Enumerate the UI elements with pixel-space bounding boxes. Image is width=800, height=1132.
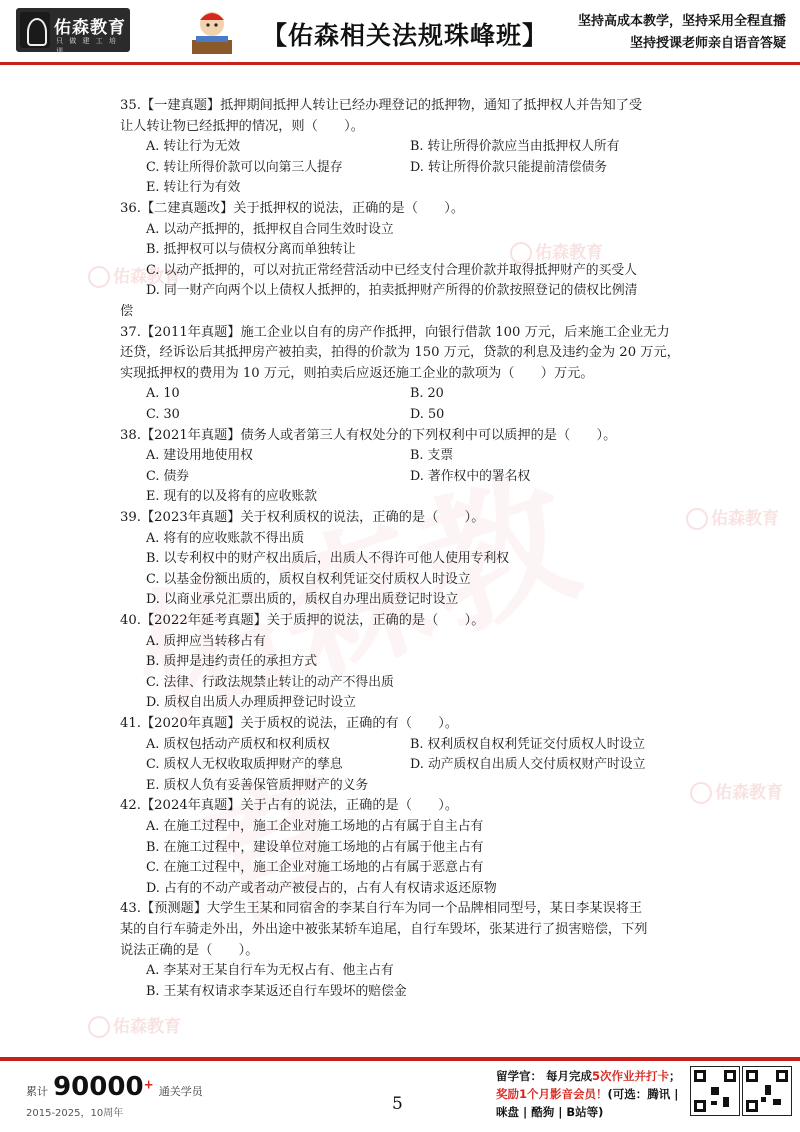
students-counter (26, 1072, 203, 1102)
answer-option: B. 王某有权请求李某返还自行车毁坏的赔偿金 (146, 984, 407, 999)
watermark-stamp: 佑森教育 (88, 262, 181, 288)
answer-option: E. 现有的以及将有的应收账款 (146, 489, 318, 504)
answer-option: B. 质押是违约责任的承担方式 (146, 654, 318, 669)
question-stem: 41.【2020年真题】关于质权的说法，正确的有（ ）。 (120, 716, 459, 731)
question-continuation: 某的自行车骑走外出，外出途中被张某轿车追尾，自行车毁坏，张某进行了损害赔偿，下列 (120, 922, 648, 937)
answer-option: A. 建设用地使用权 (146, 448, 253, 463)
counter-plus: + (143, 1077, 154, 1092)
answer-option: B. 支票 (410, 448, 454, 463)
answer-option: B. 20 (410, 386, 444, 401)
question-stem: 42.【2024年真题】关于占有的说法，正确的是（ ）。 (120, 798, 459, 813)
counter-tail: 通关学员 (158, 1085, 203, 1098)
answer-option: D. 同一财产向两个以上债权人抵押的，拍卖抵押财产所得的价款按照登记的债权比例清 (146, 283, 638, 298)
answer-option: C. 法律、行政法规禁止转让的动产不得出质 (146, 675, 394, 690)
promo-line-2: 奖励1个月影音会员！(可选：腾讯 | (496, 1087, 679, 1101)
mascot-icon (188, 6, 236, 56)
slogan-line-1: 坚持高成本教学，坚持采用全程直播 (577, 14, 786, 29)
answer-option: D. 占有的不动产或者动产被侵占的，占有人有权请求返还原物 (146, 881, 497, 896)
answer-option: E. 质权人负有妥善保管质押财产的义务 (146, 778, 369, 793)
counter-number: 90000 (53, 1072, 144, 1102)
answer-option: B. 在施工过程中，建设单位对施工场地的占有属于他主占有 (146, 840, 484, 855)
answer-option: A. 李某对王某自行车为无权占有、他主占有 (146, 963, 394, 978)
page-number: 5 (392, 1094, 403, 1114)
answer-option: C. 以动产抵押的，可以对抗正常经营活动中已经支付合理价款并取得抵押财产的买受人 (146, 263, 637, 278)
question-stem: 40.【2022年延考真题】关于质押的说法，正确的是（ ）。 (120, 613, 485, 628)
answer-option: D. 以商业承兑汇票出质的，质权自办理出质登记时设立 (146, 592, 459, 607)
anniversary-text: 2015-2025，10周年 (26, 1108, 124, 1119)
answer-option: A. 质押应当转移占有 (146, 634, 266, 649)
answer-option: C. 在施工过程中，施工企业对施工场地的占有属于恶意占有 (146, 860, 484, 875)
answer-option: A. 将有的应收账款不得出质 (146, 531, 305, 546)
logo-mark-icon (20, 12, 50, 48)
question-continuation: 还贷，经诉讼后其抵押房产被拍卖，拍得的价款为 150 万元，贷款的利息及违约金为 20 万元， (120, 345, 680, 360)
answer-option: B. 抵押权可以与债权分离而单独转让 (146, 242, 356, 257)
logo-name: 佑森教育 (54, 18, 126, 38)
question-stem: 35.【一建真题】抵押期间抵押人转让已经办理登记的抵押物，通知了抵押权人并告知了受 (120, 98, 643, 113)
answer-option: C. 转让所得价款可以向第三人提存 (146, 160, 343, 175)
question-stem: 36.【二建真题改】关于抵押权的说法，正确的是（ ）。 (120, 201, 465, 216)
footer-divider (0, 1057, 800, 1061)
answer-option: B. 权利质权自权利凭证交付质权人时设立 (410, 737, 646, 752)
promo-line-3: 咪盘 | 酷狗 | B站等) (496, 1105, 604, 1119)
answer-option: A. 在施工过程中，施工企业对施工场地的占有属于自主占有 (146, 819, 484, 834)
question-stem: 43.【预测题】大学生王某和同宿舍的李某自行车为同一个品牌相同型号，某日李某误将王 (120, 901, 643, 916)
answer-option: B. 以专利权中的财产权出质后，出质人不得许可他人使用专利权 (146, 551, 510, 566)
question-stem: 39.【2023年真题】关于权利质权的说法，正确的是（ ）。 (120, 510, 485, 525)
slogan-line-2: 坚持授课老师亲自语音答疑 (629, 36, 786, 51)
question-continuation: 说法正确的是（ ）。 (120, 943, 259, 958)
qr-code-icon[interactable] (690, 1066, 740, 1116)
watermark-stamp: 佑森教育 (686, 504, 779, 530)
question-continuation: 偿 (120, 304, 134, 319)
page-header (0, 0, 800, 62)
answer-option: D. 质权自出质人办理质押登记时设立 (146, 695, 356, 710)
answer-option: C. 质权人无权收取质押财产的孳息 (146, 757, 343, 772)
answer-option: A. 转让行为无效 (146, 139, 241, 154)
answer-option: C. 以基金份额出质的，质权自权利凭证交付质权人时设立 (146, 572, 471, 587)
watermark-stamp: 佑森教育 (690, 778, 783, 804)
answer-option: A. 质权包括动产质权和权利质权 (146, 737, 330, 752)
answer-option: A. 10 (146, 386, 180, 401)
promo-line-1: 留学官： 每月完成5次作业并打卡； (496, 1069, 681, 1083)
answer-option: D. 著作权中的署名权 (410, 469, 531, 484)
question-continuation: 实现抵押权的费用为 10 万元，则拍卖后应返还施工企业的款项为（ ）万元。 (120, 366, 594, 381)
answer-option: B. 转让所得价款应当由抵押权人所有 (410, 139, 620, 154)
answer-option: D. 转让所得价款只能提前清偿债务 (410, 160, 608, 175)
answer-option: A. 以动产抵押的，抵押权自合同生效时设立 (146, 222, 394, 237)
course-title: 【佑森相关法规珠峰班】 (262, 21, 549, 50)
answer-option: E. 转让行为有效 (146, 180, 241, 195)
qr-code-icon[interactable] (742, 1066, 792, 1116)
question-continuation: 让人转让物已经抵押的情况，则（ ）。 (120, 119, 364, 134)
answer-option: C. 30 (146, 407, 180, 422)
answer-option: D. 动产质权自出质人交付质权财产时设立 (410, 757, 646, 772)
logo-subtitle: 只 做 建 工 培 训 (56, 37, 118, 55)
question-stem: 37.【2011年真题】施工企业以自有的房产作抵押，向银行借款 100 万元，后来施工企业无力 (120, 325, 670, 340)
answer-option: D. 50 (410, 407, 445, 422)
question-stem: 38.【2021年真题】债务人或者第三人有权处分的下列权利中可以质押的是（ ）。 (120, 428, 617, 443)
watermark-stamp: 佑森教育 (510, 238, 603, 264)
brand-logo (16, 8, 130, 55)
header-divider (0, 62, 800, 65)
counter-label: 累计 (26, 1085, 48, 1098)
answer-option: C. 债券 (146, 469, 190, 484)
watermark-stamp: 佑森教育 (88, 1012, 181, 1038)
